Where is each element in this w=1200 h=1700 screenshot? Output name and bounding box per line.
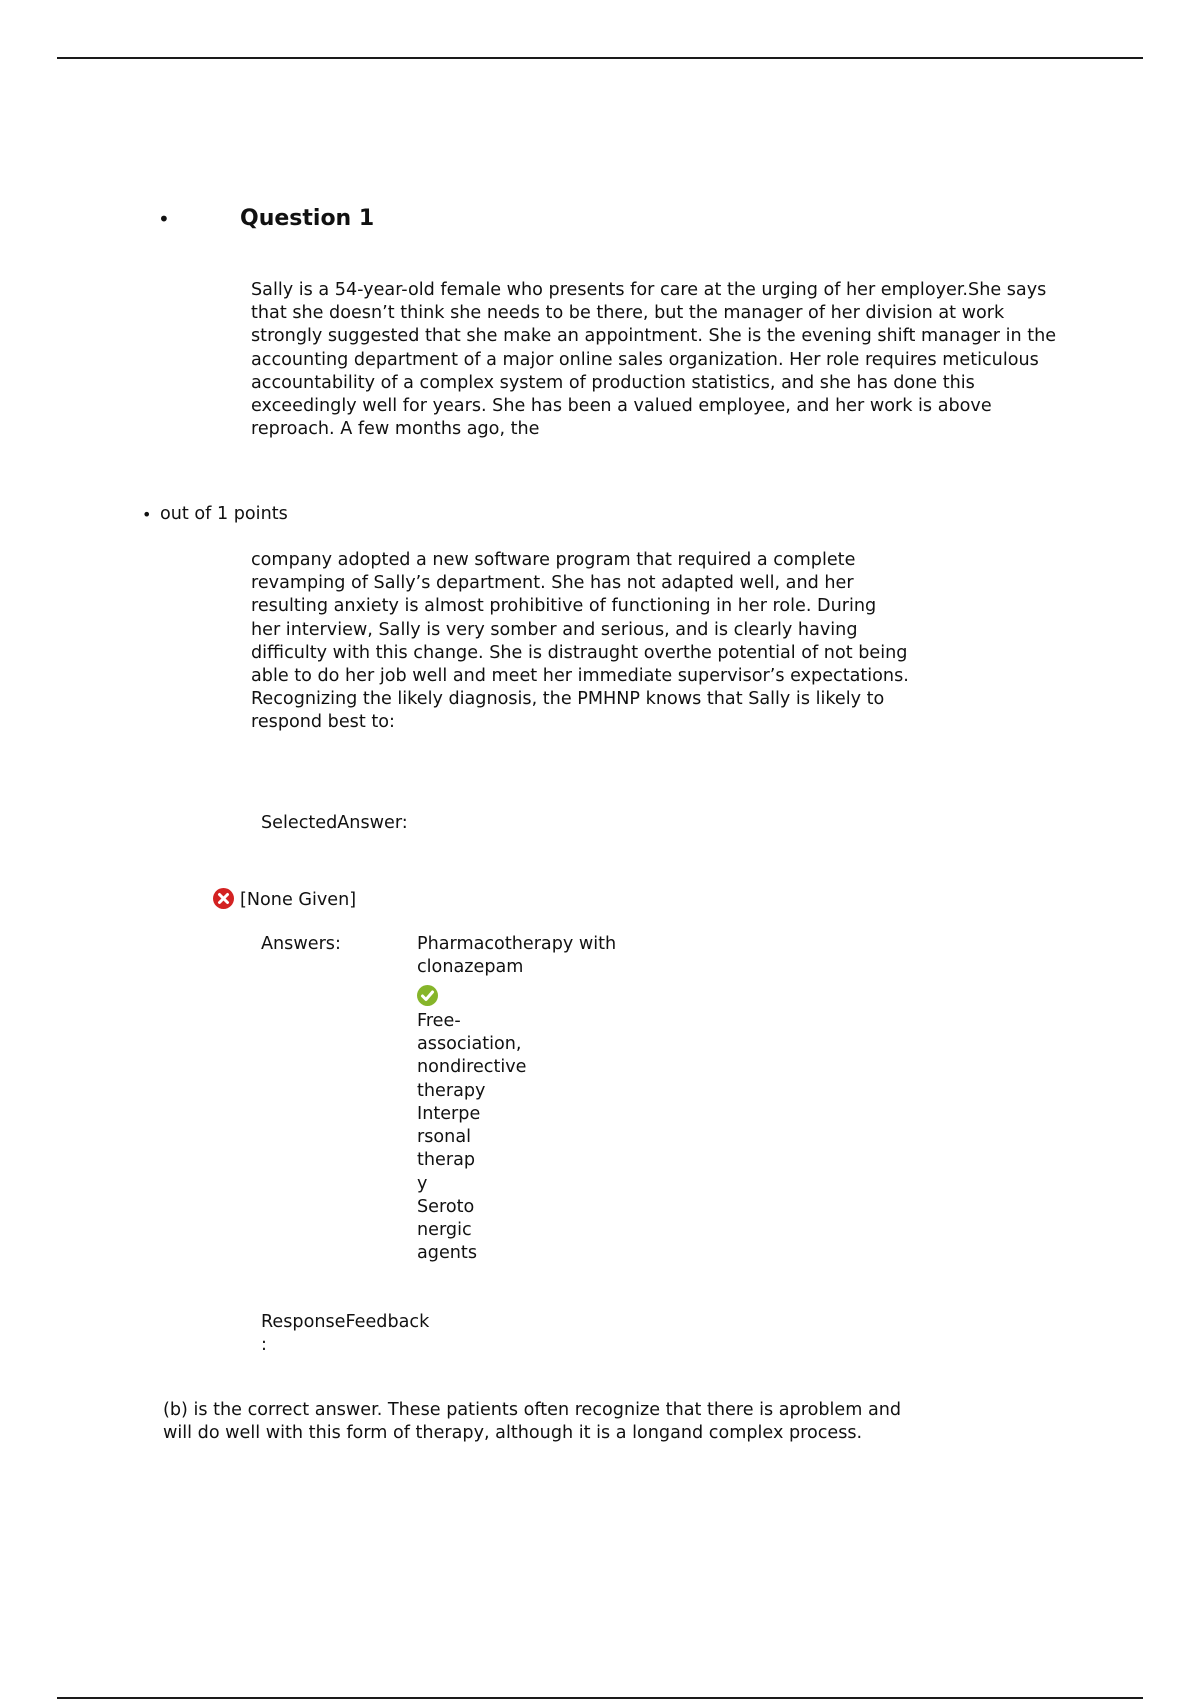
stem-line: Sally is a 54-year-old female who presents for care at the urging of her employer.She says xyxy=(251,280,1047,300)
answer-line: agents xyxy=(417,1243,477,1264)
points-score: out of 1 points xyxy=(160,504,288,524)
answer-line: Free- xyxy=(417,1011,461,1031)
answer-line: Pharmacotherapy with xyxy=(417,934,617,954)
question-bullet: • xyxy=(158,207,170,231)
answer-option-c xyxy=(417,1103,480,1196)
answer-line: therap xyxy=(417,1150,476,1171)
top-rule xyxy=(57,57,1143,59)
stem-line: Recognizing the likely diagnosis, the PMHNP knows that Sally is likely to xyxy=(251,689,885,710)
answer-line: rsonal xyxy=(417,1127,471,1148)
incorrect-icon xyxy=(213,888,234,909)
question-stem-part1 xyxy=(251,279,1056,441)
stem-line: exceedingly well for years. She has been a valued employee, and her work is above xyxy=(251,396,992,417)
question-stem-part2 xyxy=(251,549,909,735)
correct-check-icon xyxy=(417,985,438,1006)
feedback-label-line: ResponseFeedback xyxy=(261,1312,430,1332)
selected-answer-label: SelectedAnswer: xyxy=(261,813,408,833)
response-feedback-label xyxy=(261,1311,429,1357)
answer-option-d xyxy=(417,1196,477,1266)
answers-label: Answers: xyxy=(261,934,341,954)
answer-line: nergic xyxy=(417,1220,472,1241)
answer-line: therapy xyxy=(417,1080,486,1101)
answer-line: association, xyxy=(417,1034,522,1055)
stem-line: resulting anxiety is almost prohibitive of functioning in her role. During xyxy=(251,596,877,617)
response-feedback-text xyxy=(163,1399,901,1445)
stem-line: reproach. A few months ago, the xyxy=(251,419,540,440)
stem-line: respond best to: xyxy=(251,712,395,733)
stem-line: strongly suggested that she make an appointment. She is the evening shift manager in the xyxy=(251,326,1057,347)
feedback-line: (b) is the correct answer. These patients often recognize that there is aproblem and xyxy=(163,1400,902,1420)
stem-line: her interview, Sally is very somber and serious, and is clearly having xyxy=(251,619,858,640)
selected-answer-value: [None Given] xyxy=(240,890,357,910)
answer-line: nondirective xyxy=(417,1057,527,1078)
stem-line: difficulty with this change. She is distraught overthe potential of not being xyxy=(251,642,908,663)
stem-line: revamping of Sally’s department. She has not adapted well, and her xyxy=(251,573,854,594)
question-title: Question 1 xyxy=(240,206,375,231)
answer-option-a xyxy=(417,933,616,979)
stem-line: that she doesn’t think she needs to be there, but the manager of her division at work xyxy=(251,303,1005,324)
stem-line: able to do her job well and meet her immediate supervisor’s expectations. xyxy=(251,666,909,687)
points-bullet: • xyxy=(142,505,152,524)
answer-line: clonazepam xyxy=(417,957,524,978)
feedback-line: will do well with this form of therapy, although it is a longand complex process. xyxy=(163,1423,863,1444)
feedback-label-colon: : xyxy=(261,1335,267,1356)
stem-line: company adopted a new software program that required a complete xyxy=(251,550,856,570)
answer-line: Seroto xyxy=(417,1197,475,1217)
bottom-rule xyxy=(57,1697,1143,1699)
stem-line: accountability of a complex system of production statistics, and she has done this xyxy=(251,372,975,393)
answer-line: y xyxy=(417,1173,428,1194)
stem-line: accounting department of a major online sales organization. Her role requires meticulous xyxy=(251,349,1039,370)
answer-line: Interpe xyxy=(417,1104,481,1124)
answer-option-b xyxy=(417,1010,527,1103)
